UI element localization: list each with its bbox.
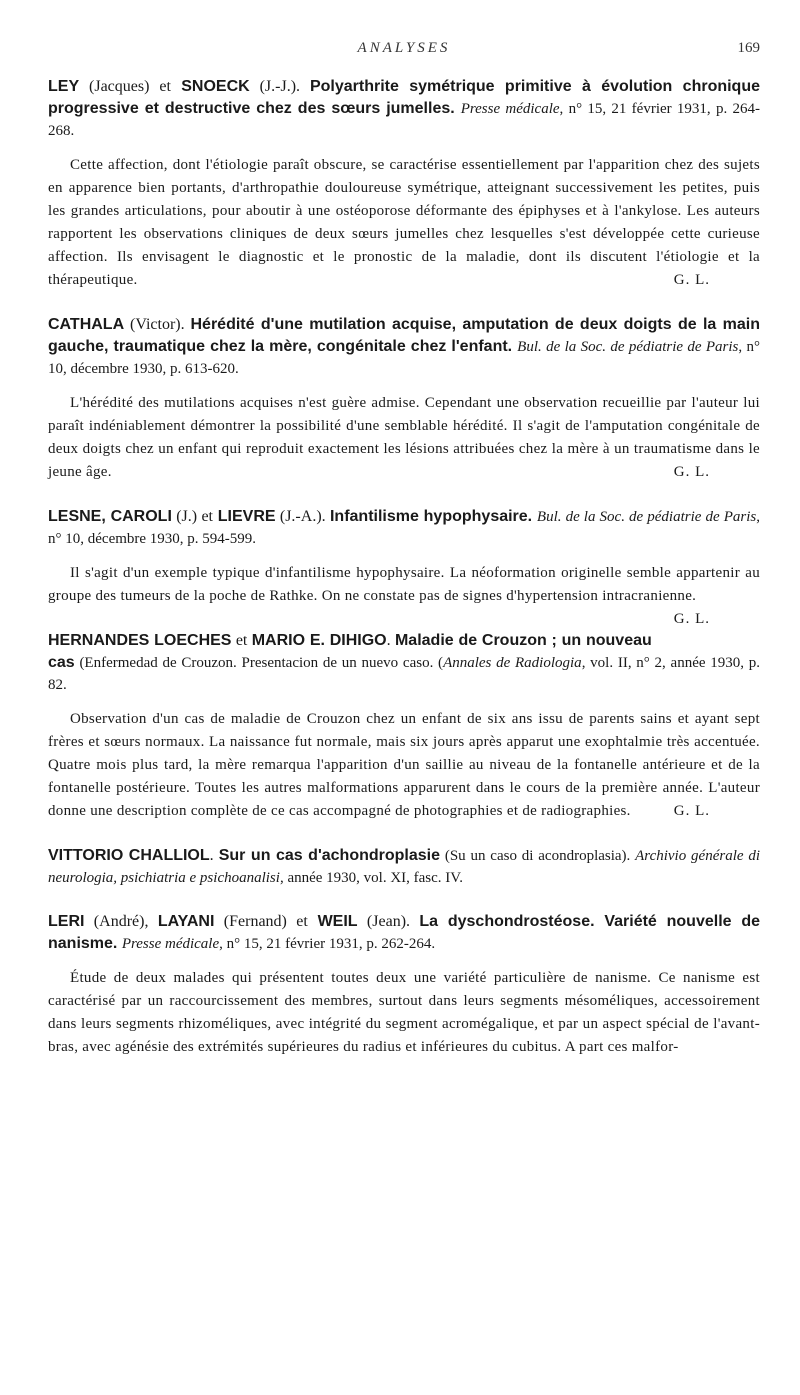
abstract-entry (48, 911, 760, 1059)
source-reference (122, 936, 435, 952)
entry-body (48, 392, 760, 484)
body-text: Cette affection, dont l'étiologie paraît obscure, se caractérise essentiellement par l'apparition chez des sujets en apparence bien portants, d'arthropathie douloureuse symétrique, atteignant successivement les petites, puis les grandes articulations, pour aboutir à une ostéoporose déformante des épiphyses et à l'ankylose. Les auteurs rapportent les observations cliniques de deux sœurs jumelles chez lesquelles s'est développée cette curieuse affection. Ils envisagent le diagnostic et le pronostic de la maladie, dont ils discutent l'étiologie et la thérapeutique. (48, 157, 760, 288)
entry-title: Hérédité d'une mutilation acquise, amputation de deux doigts de la main gauche, traumatique chez la mère, congénitale chez l'enfant. (48, 316, 760, 355)
reference-details: , année 1930, vol. XI, fasc. IV. (279, 870, 463, 886)
author: VITTORIO CHALLIOL (48, 847, 210, 864)
conjunction: et (201, 508, 213, 525)
reference-details: , n° 10, décembre 1930, p. 594-599. (48, 509, 760, 547)
author: MARIO E. DIHIGO (251, 632, 387, 649)
reference-details: , n° 10, décembre 1930, p. 613-620. (48, 339, 761, 377)
author: CATHALA (48, 316, 125, 333)
journal-page (48, 40, 760, 1081)
author-initials: (Fernand) (214, 913, 297, 930)
entry-heading (48, 911, 760, 955)
author: LESNE, CAROLI (48, 508, 172, 525)
entry-body (48, 967, 760, 1059)
conjunction: et (296, 913, 308, 930)
conjunction: et (231, 632, 252, 649)
reviewer-signature: G. L. (673, 803, 710, 819)
author-initials: . (386, 632, 395, 649)
abstract-entry (48, 630, 760, 823)
page-number: 169 (737, 40, 760, 56)
entry-heading (48, 76, 760, 142)
author: LIEVRE (212, 508, 276, 525)
entry-title: La dyschondrostéose. Variété nouvelle de nanisme. (48, 913, 761, 952)
entry-body (48, 562, 760, 627)
running-title: ANALYSES (357, 40, 451, 56)
author: SNOECK (170, 78, 250, 95)
abstract-entry (48, 506, 760, 627)
body-text: Étude de deux malades qui présentent toutes deux une variété particulière de nanisme. Ce nanisme est caractérisé par un raccourcissement des membres, surtout dans leurs segments mésoméliques, accessoirement dans leurs segments rhizoméliques, avec intégrité du segment acromégalique, et par un aspect spécial de l'avant-bras, avec agénésie des extrémités supérieures du radius et inférieures du cubitus. A part ces malfor- (48, 970, 760, 1055)
body-text: Il s'agit d'un exemple typique d'infantilisme hypophysaire. La néoformation originelle semble appartenir au groupe des tumeurs de la poche de Rathke. On ne constate pas de signes d'hypertension intracranienne. (48, 565, 760, 604)
author: LAYANI (157, 913, 215, 930)
journal-name: Annales de Radiologia (443, 655, 582, 671)
author: LERI (48, 913, 85, 930)
journal-name: Bul. de la Soc. de pédiatrie de Paris (536, 509, 757, 525)
reference-details: , n° 15, 21 février 1931, p. 264-268. (48, 101, 760, 139)
entry-title: Polyarthrite symétrique primitive à évolution chronique progressive et destructive chez des sœurs jumelles. (48, 78, 761, 117)
author-initials: (Victor). (124, 316, 191, 333)
author-initials: (André), (84, 913, 158, 930)
author: HERNANDES LOECHES (48, 632, 232, 649)
reviewer-signature: G. L. (673, 611, 710, 627)
body-text: L'hérédité des mutilations acquises n'est guère admise. Cependant une observation recueillie par l'auteur lui paraît indéniablement démontrer la possibilité d'une semblable hérédité. Il s'agit de l'amputation congénitale de deux doigts chez un enfant qui reproduit exactement les lésions attribuées chez la mère à un traumatisme dans le jeune âge. (48, 395, 760, 480)
journal-name: Bul. de la Soc. de pédiatrie de Paris (517, 339, 739, 355)
author-initials: (J.) (171, 508, 202, 525)
original-title: (Su un caso di acondroplasia). (440, 848, 636, 864)
conjunction: et (159, 78, 171, 95)
entry-heading (48, 314, 760, 380)
journal-name: Archivio générale di neurologia, psichiatria e psichoanalisi (48, 848, 760, 886)
entry-body (48, 708, 760, 823)
journal-name: Presse médicale (121, 936, 220, 952)
body-text: Observation d'un cas de maladie de Crouzon chez un enfant de six ans issu de parents sains et ayant sept frères et sœurs normaux. La naissance fut normale, mais six jours après apparut une exophtalmie très accentuée. Quatre mois plus tard, la mère remarqua l'apparition d'un saillie au niveau de la fontanelle antérieure et de la fontanelle postérieure. Toutes les autres malformations apparurent dans le cours de la première année. L'auteur donne une description complète de ce cas accompagné de photographies et de radiographies. (48, 711, 760, 819)
author-initials: (J.-A.). (275, 508, 330, 525)
abstract-entry (48, 845, 760, 889)
entry-heading (48, 506, 760, 550)
entry-heading (48, 845, 760, 889)
abstract-entry (48, 76, 760, 292)
reference-details: , vol. II, n° 2, année 1930, p. 82. (48, 655, 760, 693)
author: WEIL (307, 913, 358, 930)
author-initials: (Jacques) (79, 78, 160, 95)
author-initials: (Jean). (357, 913, 420, 930)
original-title: (Enfermedad de Crouzon. Presentacion de un nuevo caso. ( (74, 655, 444, 671)
author: LEY (48, 78, 80, 95)
reviewer-signature: G. L. (673, 464, 710, 480)
journal-name: Presse médicale (460, 101, 560, 117)
reference-details: , n° 15, 21 février 1931, p. 262-264. (219, 936, 436, 952)
entry-title: Infantilisme hypophysaire. (329, 508, 533, 525)
abstract-entry (48, 314, 760, 484)
entry-heading (48, 630, 760, 696)
running-head (48, 40, 760, 64)
author-initials: . (209, 847, 219, 864)
entry-title: Maladie de Crouzon ; un nouveau cas (48, 632, 652, 671)
reviewer-signature: G. L. (673, 272, 710, 288)
entry-body (48, 154, 760, 292)
entry-title: Sur un cas d'achondroplasie (218, 847, 441, 864)
author-initials: (J.-J.). (249, 78, 310, 95)
